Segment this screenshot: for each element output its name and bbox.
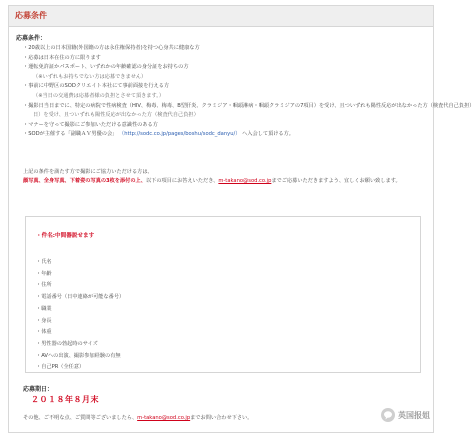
requirements-list xyxy=(23,44,474,140)
deadline-value: ２０１８年８月末 xyxy=(31,395,99,404)
contact-line xyxy=(23,414,252,421)
requirement-note: 日）を受け、且ついずれも陽性反応が出なかった方（検査代自己負担） xyxy=(33,112,199,119)
form-field-item: ・住所 xyxy=(36,282,52,289)
sod-link[interactable]: （http://sodc.co.jp/pages/boshu/sodc_danyu/） xyxy=(119,131,241,138)
instructions-line-2 xyxy=(23,177,427,186)
application-form-box xyxy=(25,216,421,373)
requirement-item: ・応募は日本在住の方に限ります xyxy=(23,54,101,61)
section-title: 応募条件 xyxy=(15,11,47,20)
instructions-end: までご応募いただきますよう、宜しくお願い致します。 xyxy=(271,178,401,185)
content-frame xyxy=(8,5,474,433)
photo-requirement: 顔写真、全身写真、下着姿の写真の3枚を添付の上、 xyxy=(23,178,146,185)
instructions-line-1: 上記の条件を満たす方で撮影にご協力いただける方は、 xyxy=(23,169,153,175)
form-field-list xyxy=(36,257,124,374)
watermark xyxy=(381,408,430,422)
deadline-label: 応募期日： xyxy=(23,386,54,393)
instructions xyxy=(23,168,427,186)
requirement-item-sod xyxy=(23,130,423,140)
requirement-item: ・事前に中野区のSODクリエイト本社にて事前面接を行える方 xyxy=(23,83,170,90)
form-subject: ・件名:中間器説せます xyxy=(36,233,95,239)
chat-bubble-icon xyxy=(381,408,395,422)
form-field-item: ・身長 xyxy=(36,317,52,324)
instructions-mid: 以下の項目にお答えいただき、 xyxy=(145,178,219,185)
apply-email-link[interactable]: m-takano@sod.co.jp xyxy=(218,178,272,185)
requirement-item: ・撮影日当日までに、特定の病院で性病検査（HIV、梅毒、梅毒、B型肝炎、クラミジア・咽頭淋病・咽頭クラミジアの7項目）を受け、且ついずれも陽性反応が出なかった方（検査代自己負担） xyxy=(23,102,474,109)
sod-suffix: へ入会して頂ける方。 xyxy=(242,131,294,138)
requirement-item: ・マナーを守って撮影にご参加いただける意識性のある方 xyxy=(23,121,158,128)
form-field-item: ・AVへの出演、撮影参加経験の有無 xyxy=(36,352,121,359)
requirement-item: ・20歳以上の日本国籍(外国籍の方は永住権保持者)を持つ心身共に健康な方 xyxy=(23,45,200,51)
form-field-item: ・体重 xyxy=(36,329,52,336)
contact-suffix: までお問い合わせ下さい。 xyxy=(190,415,253,421)
requirements-label: 応募条件： xyxy=(16,35,47,42)
requirement-note: （※当日の交通費は応募者様の負担とさせて頂きます。） xyxy=(33,92,165,99)
requirement-item: ・運転免許証かパスポート、いずれかの年齢確認の身分証をお持ちの方 xyxy=(23,64,189,71)
sod-text: ・SODが主催する「副職ＡＶ男優の会」 xyxy=(23,131,118,138)
section-header xyxy=(9,6,433,27)
watermark-text: 英国报姐 xyxy=(398,410,430,420)
contact-prefix: その他、ご不明な点、ご質問等ございましたら、 xyxy=(23,415,138,421)
form-field-item: ・年齢 xyxy=(36,270,52,277)
form-field-item: ・男性器の勃起時のサイズ xyxy=(36,340,98,347)
form-field-item: ・氏名 xyxy=(36,259,52,265)
form-field-item: ・職業 xyxy=(36,305,52,312)
contact-email-link[interactable]: m-takano@sod.co.jp xyxy=(137,415,191,421)
requirement-note: （※いずれもお持ちでない方は応募できません） xyxy=(33,73,147,80)
form-field-item: ・自己PR（全任意） xyxy=(36,364,85,371)
form-field-item: ・電話番号（日中連絡が可能な番号） xyxy=(36,294,125,301)
